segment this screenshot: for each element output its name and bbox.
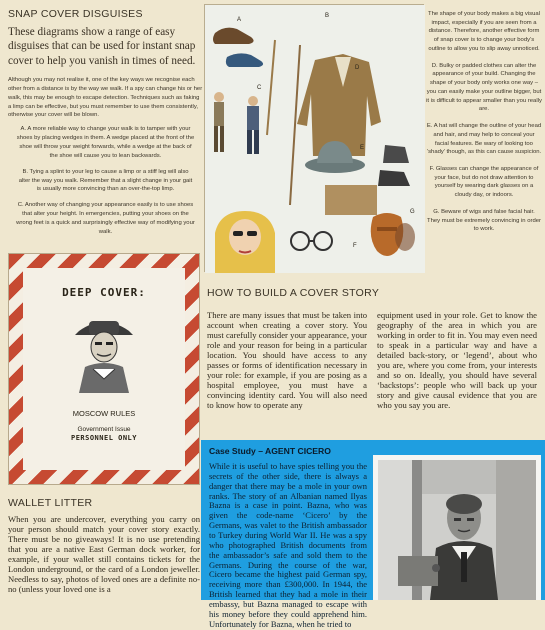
cover-story-title: HOW TO BUILD A COVER STORY bbox=[207, 287, 380, 299]
passport-inner bbox=[23, 268, 185, 470]
snap-cover-section bbox=[8, 4, 203, 254]
label-b: B bbox=[325, 13, 330, 19]
snap-cover-right-column bbox=[426, 10, 542, 234]
cover-story-section bbox=[207, 287, 537, 411]
label-f: F bbox=[353, 243, 357, 249]
label-a: A bbox=[237, 17, 242, 23]
spy-portrait bbox=[69, 307, 139, 393]
right-item-e: E. A hat will change the outline of your head and hair, and may help to conceal your facial features. Be wary of looking too ‘shady’ though, as this can cause suspicion. bbox=[426, 123, 542, 156]
wallet-litter-body: When you are undercover, everything you carry on your person should match your cover story exactly. There must be no giveaways! It is no use pretending that you are a native East German dock worker, for example, if your wallet still contains tickets for the London underground, or the card of a London jeweller. Needless to say, photos of loved ones are a definite no-no (unless your loved one is a bbox=[8, 514, 200, 594]
right-item-intro: The shape of your body makes a big visual impact, especially if you are seen from a distance. Therefore, another effective form of snap cover is to change your body’s outline to allow you to slip away unnoticed. bbox=[428, 11, 540, 52]
snap-cover-title: SNAP COVER DISGUISES bbox=[8, 8, 143, 20]
wallet-litter-title: WALLET LITTER bbox=[8, 497, 93, 509]
case-study-text bbox=[209, 446, 367, 630]
cover-story-col2: equipment used in your role. Get to know the geography of the area in which you are working in order to fit in. You may even need to speak in a particular way and have a detailed back-story, or ‘legend’, about who you are, where you come from, your interests and so on. Ideally, you should have several ‘backstops’: people who will back up your story and give causal evidence that you are who you say you are. bbox=[377, 310, 537, 410]
woman-wig bbox=[215, 211, 275, 273]
snap-cover-body bbox=[8, 76, 203, 120]
item-a: A. A more reliable way to change your walk is to tamper with your shoes by placing wedges in them. A wedge placed at the front of the shoe will throw your weight forwards, while a wedge at the back of the shoe will cause you to lean backwards. bbox=[16, 126, 195, 159]
case-study-title: Case Study – AGENT CICERO bbox=[209, 446, 331, 456]
passport-line3: PERSONNEL ONLY bbox=[70, 434, 137, 442]
disguise-illustration bbox=[204, 4, 424, 272]
wallet-litter-section bbox=[8, 487, 200, 600]
cicero-photo-drawing bbox=[378, 460, 536, 600]
snap-cover-items bbox=[8, 125, 203, 236]
cover-story-col1: There are many issues that must be taken into account when creating a cover story. You must carefully consider your appearance, your role and your reason for being in a particular location. You should have access to any passes or forms of identification necessary in your role: for example, if you are posing as a hospital employee, you must have a convincing identity card. You will also need to know how to operate any bbox=[207, 310, 367, 410]
right-item-d: D. Bulky or padded clothes can alter the appearance of your build. Changing the shape of your body only works one way – you can easily make your outline bigger, but it is difficult to appear smaller than you really are. bbox=[426, 62, 542, 113]
passport-line2: Government Issue bbox=[77, 426, 131, 433]
cicero-photo bbox=[373, 455, 541, 600]
item-b: B. Tying a splint to your leg to cause a limp or a stiff leg will also alter the way you walk. Remember that a slight change in your gait is usually more convincing than an over-the-top limp. bbox=[18, 168, 193, 193]
snap-cover-intro: These diagrams show a range of easy disguises that can be used for instant snap cover to help you vanish in times of need. bbox=[8, 26, 196, 67]
case-study-body: While it is useful to have spies telling you the secrets of the other side, there is always a danger that there may be a mole in your own ranks. The story of an Albanian named Ilyas Bazna is a case in point. Bazna, who was given the code-name ‘Cicero’ by the Germans, was valet to the British ambassador to Turkey during World War II. He was a spy who photographed British documents from the ambassador’s safe and sold them to the Germans. During the course of the war, Cicero became the highest paid German spy, receiving more than £300,000. In 1944, the British learned that they had a mole in their embassy, but Bazna managed to escape with his money before they could apprehend him. Unfortunately for Bazna, when he tried to bbox=[209, 461, 367, 629]
passport-line1: MOSCOW RULES bbox=[72, 409, 136, 418]
label-c: C bbox=[257, 85, 262, 91]
passport-title: DEEP COVER: bbox=[62, 286, 146, 299]
right-item-g: G. Beware of wigs and false facial hair. They must be extremely convincing in order to work. bbox=[427, 208, 541, 233]
snap-cover-paragraph: Although you may not realise it, one of the key ways we recognise each other from a distance is by the way we walk. If a spy can change his or her walk, this may be enough to escape detection. Techniques such as faking a limp can be effective, but you must remember to use them consistently, otherwise your cover will be blown. bbox=[8, 76, 203, 119]
label-g: G bbox=[410, 209, 415, 215]
disguise-drawing bbox=[205, 5, 425, 273]
case-study-box bbox=[201, 440, 545, 629]
label-e: E bbox=[360, 145, 365, 151]
item-c: C. Another way of changing your appearance easily is to use shoes that alter your height. In emergencies, putting your shoes on the wrong feet is a quick and surprisingly effective way of modifying your walk. bbox=[16, 202, 195, 235]
label-d: D bbox=[355, 65, 360, 71]
deep-cover-passport bbox=[8, 253, 200, 485]
right-item-f: F. Glasses can change the appearance of your face, but do not draw attention to yourself by wearing dark glasses on a cloudy day, or indoors. bbox=[429, 166, 539, 199]
